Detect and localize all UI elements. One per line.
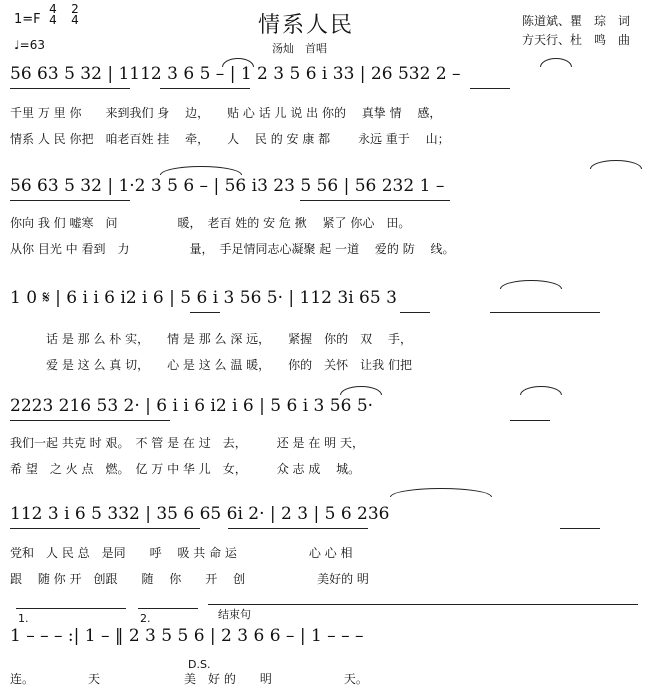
composer-credit: 方天行、杜 鸣 曲 (522, 33, 631, 47)
underline (470, 88, 510, 89)
system-3-lyric-2: 爱 是 这 么 真 切， 心 是 这 么 温 暖， 你的 关怀 让我 们把 (10, 358, 412, 372)
slur (390, 488, 492, 497)
underline (10, 420, 170, 421)
system-2-notes: 56 63 5 32 | 1·2 3 5 6 – | 56 i3 23 5 56 | 56 232 1 – (10, 176, 445, 196)
system-6-lyric: 连。 天 美 好 的 明 天。 (10, 672, 368, 686)
underline (10, 528, 200, 529)
underline (160, 88, 250, 89)
song-title: 情系人民 (258, 13, 355, 38)
underline (10, 200, 130, 201)
ds-marking: D.S. (188, 658, 211, 671)
system-5-lyric-2: 跟 随 你 开 创跟 随 你 开 创 美好的 明 (10, 572, 369, 586)
system-4-lyric-1: 我们一起 共克 时 艰。 不 管 是 在 过 去， 还 是 在 明 天， (10, 436, 364, 450)
time-signature-2: 2 4 (71, 2, 79, 27)
singer-credit: 汤灿 首唱 (272, 42, 327, 55)
slur (340, 386, 382, 395)
system-4-lyric-2: 希 望 之 火 点 燃。 亿 万 中 华 儿 女， 众 志 成 城。 (10, 462, 361, 476)
slur (540, 58, 572, 67)
underline (400, 312, 430, 313)
slur (160, 166, 242, 175)
slur (500, 280, 562, 289)
slur (590, 160, 642, 169)
system-1-lyric-2: 情系 人 民 你把 咱老百姓 挂 牵， 人 民 的 安 康 都 永远 重于 山； (10, 132, 450, 146)
slur (520, 386, 562, 395)
system-3-notes: 1 0 𝄋 | 6 i i 6 i2 i 6 | 5 6 i 3 56 5· | 112 3i 65 3 (10, 288, 397, 308)
system-5-lyric-1: 党和 人 民 总 是同 呼 吸 共 命 运 心 心 相 (10, 546, 353, 560)
key-signature: 1=F (14, 12, 41, 27)
slur (222, 58, 254, 67)
underline (228, 528, 368, 529)
system-2-lyric-2: 从你 目光 中 看到 力 量， 手足情同志心凝聚 起 一道 爱的 防 线。 (10, 242, 455, 256)
system-2-lyric-1: 你向 我 们 嘘寒 问 暖， 老百 姓的 安 危 揪 紧了 你心 田。 (10, 216, 411, 230)
lyricist-credit: 陈道斌、瞿 琮 词 (522, 14, 631, 28)
underline (510, 420, 550, 421)
underline (300, 200, 450, 201)
system-6-notes: 1 – – – :| 1 – ‖ 2 3 5 5 6 | 2 3 6 6 – | 1 – – – (10, 626, 364, 646)
volta-2-label: 2. (140, 612, 151, 625)
underline (560, 528, 600, 529)
volta-bracket (138, 608, 198, 609)
volta-bracket (16, 608, 126, 609)
underline (10, 88, 130, 89)
system-4-notes: 2223 216 53 2· | 6 i i 6 i2 i 6 | 5 6 i 3 56 5· (10, 396, 374, 416)
underline (190, 312, 220, 313)
coda-label: 结束句 (218, 608, 251, 621)
tempo-marking: ♩=63 (14, 38, 45, 52)
system-1-lyric-1: 千里 万 里 你 来到我们 身 边， 贴 心 话 儿 说 出 你的 真挚 情 感， (10, 106, 442, 120)
volta-1-label: 1. (18, 612, 29, 625)
coda-bracket (208, 604, 638, 605)
system-1-notes: 56 63 5 32 | 1112 3 6 5 – | 1 2 3 5 6 i 33 | 26 532 2 – (10, 64, 461, 84)
system-3-lyric-1: 话 是 那 么 朴 实， 情 是 那 么 深 远， 紧握 你的 双 手， (10, 332, 412, 346)
time-signature-1: 4 4 (49, 2, 57, 27)
underline (490, 312, 600, 313)
system-5-notes: 112 3 i 6 5 332 | 35 6 65 6i 2· | 2 3 | 5 6 236 (10, 504, 390, 524)
